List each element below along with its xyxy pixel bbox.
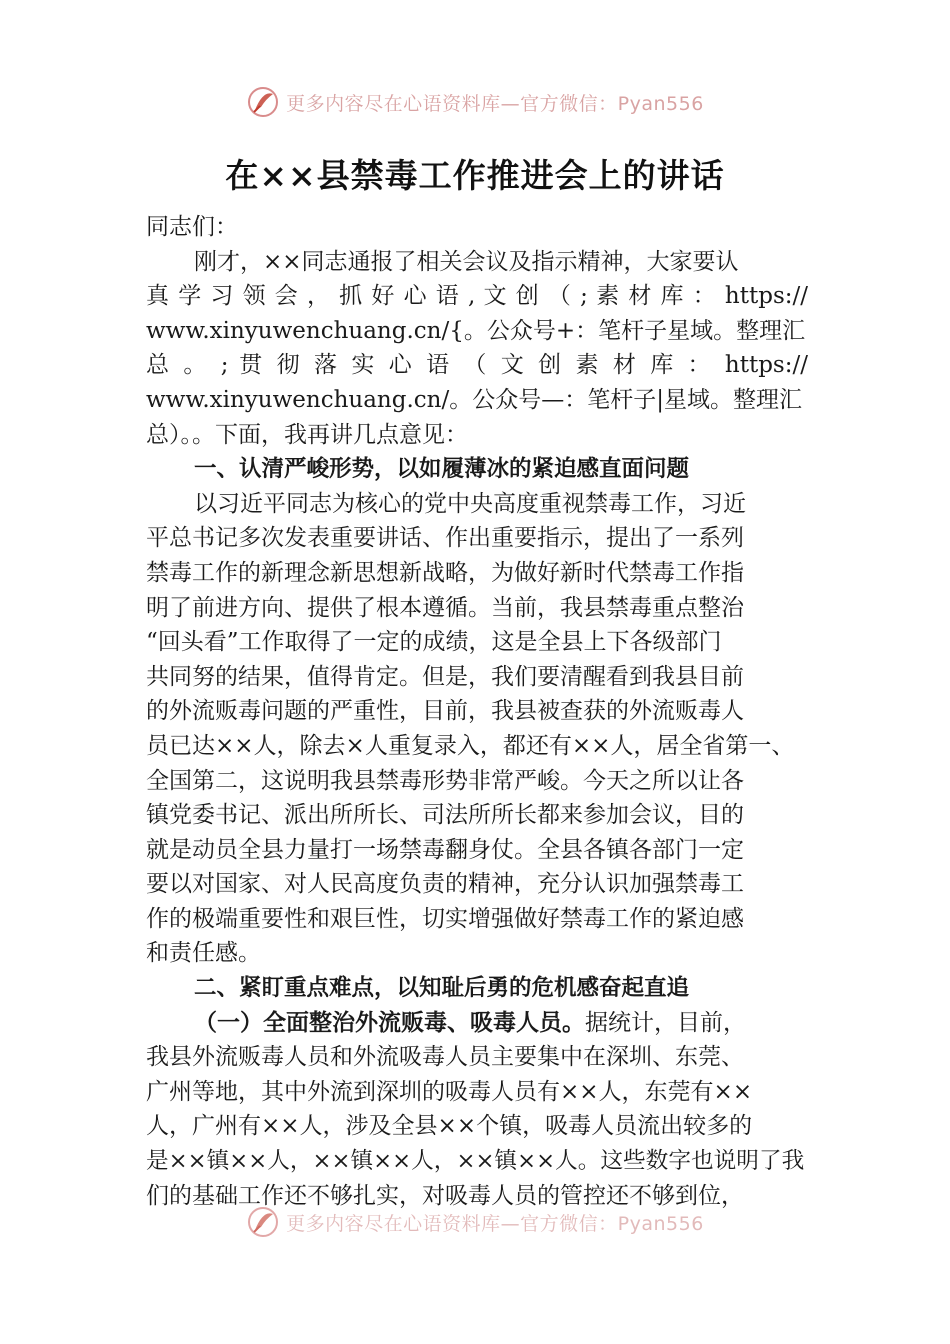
watermark-text: 更多内容尽在心语资料库—官方微信：Pyan556 xyxy=(286,92,704,115)
section-heading: 二、紧盯重点难点，以知耻后勇的危机感奋起直追 xyxy=(194,975,690,1002)
paragraph-line: 们的基础工作还不够扎实，对吸毒人员的管控还不够到位， xyxy=(146,1182,744,1209)
paragraph-line: 平总书记多次发表重要讲话、作出重要指示，提出了一系列 xyxy=(146,525,744,552)
paragraph-line: 的外流贩毒问题的严重性，目前，我县被查获的外流贩毒人 xyxy=(146,698,744,725)
paragraph-line: 共同努的结果，值得肯定。但是，我们要清醒看到我县目前 xyxy=(146,663,744,690)
paragraph-line: 真 学 习 领 会 ， 抓 好 心 语 , 文 创 （ ; 素 材 库 ： https:// xyxy=(146,283,808,310)
paragraph-line: 作的极端重要性和艰巨性，切实增强做好禁毒工作的紧迫感 xyxy=(146,905,744,932)
paragraph-line: 就是动员全县力量打一场禁毒翻身仗。全县各镇各部门一定 xyxy=(146,836,744,863)
logo-icon xyxy=(246,85,280,119)
paragraph-line: 禁毒工作的新理念新思想新战略，为做好新时代禁毒工作指 xyxy=(146,559,744,586)
paragraph-line: 广州等地，其中外流到深圳的吸毒人员有××人，东莞有×× xyxy=(146,1078,753,1105)
paragraph-line: 员已达××人，除去×人重复录入，都还有××人，居全省第一、 xyxy=(146,732,795,759)
paragraph-line: “回头看”工作取得了一定的成绩，这是全县上下各级部门 xyxy=(146,629,722,656)
paragraph-line: 全国第二，这说明我县禁毒形势非常严峻。今天之所以让各 xyxy=(146,767,744,794)
paragraph-line: 刚才，××同志通报了相关会议及指示精神，大家要认 xyxy=(194,248,739,275)
paragraph-line: 要以对国家、对人民高度负责的精神，充分认识加强禁毒工 xyxy=(146,871,744,898)
paragraph-line: 和责任感。 xyxy=(146,940,261,967)
logo-icon xyxy=(246,1205,280,1239)
paragraph-line: 以习近平同志为核心的党中央高度重视禁毒工作，习近 xyxy=(194,490,746,517)
header-watermark xyxy=(0,82,950,122)
paragraph-line: 同志们： xyxy=(146,214,238,240)
paragraph-line: 总）。。下面，我再讲几点意见： xyxy=(146,421,468,448)
paragraph-line: 镇党委书记、派出所所长、司法所所长都来参加会议，目的 xyxy=(146,802,744,829)
section-heading: 一、认清严峻形势，以如履薄冰的紧迫感直面问题 xyxy=(194,456,690,483)
paragraph-line: 明了前进方向、提供了根本遵循。当前，我县禁毒重点整治 xyxy=(146,594,744,621)
paragraph-line: www.xinyuwenchuang.cn/{。公众号+：笔杆子星域。整理汇 xyxy=(146,317,806,344)
paragraph-line: www.xinyuwenchuang.cn/。公众号—：笔杆子|星域。整理汇 xyxy=(146,386,802,413)
subsection-line xyxy=(146,1006,808,1041)
paragraph-line: 总 。 ; 贯 彻 落 实 心 语 （ 文 创 素 材 库 ： https:// xyxy=(146,352,808,379)
footer-watermark xyxy=(0,1202,950,1242)
document-body xyxy=(146,210,808,1213)
page-title: 在××县禁毒工作推进会上的讲话 xyxy=(225,156,725,195)
paragraph-line: 我县外流贩毒人员和外流吸毒人员主要集中在深圳、东莞、 xyxy=(146,1044,744,1071)
watermark-text: 更多内容尽在心语资料库—官方微信：Pyan556 xyxy=(286,1212,704,1235)
paragraph-text: 据统计，目前， xyxy=(585,1009,746,1036)
subsection-heading: （一）全面整治外流贩毒、吸毒人员。 xyxy=(194,1009,585,1036)
paragraph-line: 人，广州有××人，涉及全县××个镇，吸毒人员流出较多的 xyxy=(146,1113,753,1140)
paragraph-line: 是××镇××人，××镇××人，××镇××人。这些数字也说明了我 xyxy=(146,1148,805,1175)
